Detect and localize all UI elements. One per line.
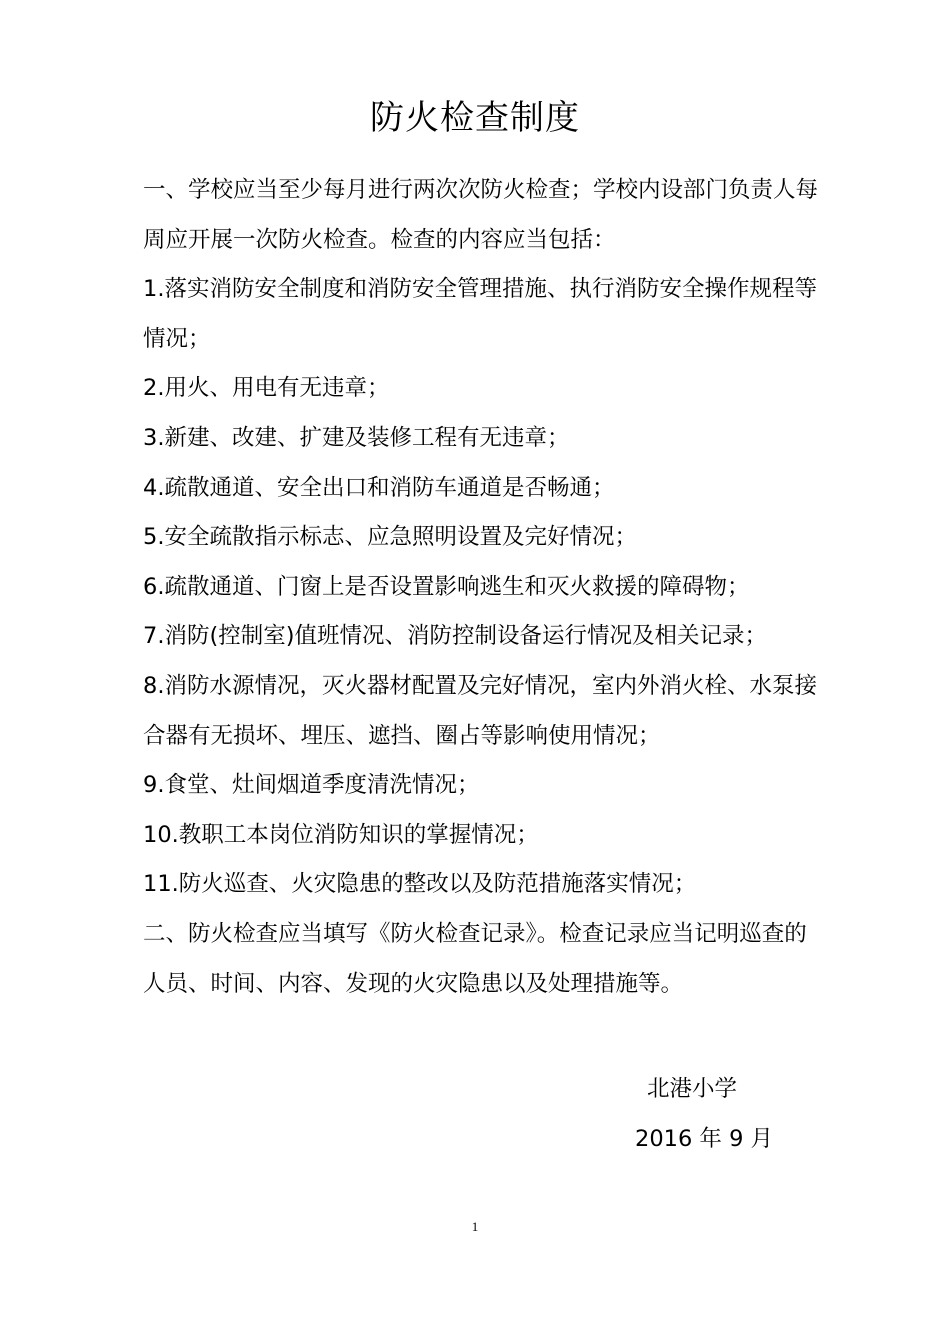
page-number: 1 (471, 1219, 479, 1234)
paragraph-item-10: 10.教职工本岗位消防知识的掌握情况； (143, 821, 539, 848)
document-body (143, 166, 818, 1009)
paragraph-item-11: 11.防火巡查、火灾隐患的整改以及防范措施落实情况； (143, 871, 697, 898)
paragraph-item-6: 6.疏散通道、门窗上是否设置影响逃生和灭火救援的障碍物； (143, 573, 750, 600)
paragraph-item-9: 9.食堂、灶间烟道季度清洗情况； (143, 772, 480, 799)
paragraph-item-4: 4.疏散通道、安全出口和消防车通道是否畅通； (143, 474, 615, 501)
signature-date: 2016 年 9 月 (635, 1126, 774, 1152)
paragraph-intro: 一、学校应当至少每月进行两次次防火检查；学校内设部门负责人每周应开展一次防火检查。检查的内容应当包括： (143, 177, 819, 253)
document-title: 防火检查制度 (370, 98, 580, 138)
paragraph-item-3: 3.新建、改建、扩建及装修工程有无违章； (143, 424, 570, 451)
paragraph-item-5: 5.安全疏散指示标志、应急照明设置及完好情况； (143, 524, 637, 551)
paragraph-item-7: 7.消防(控制室)值班情况、消防控制设备运行情况及相关记录； (143, 623, 768, 650)
paragraph-item-1: 1.落实消防安全制度和消防安全管理措施、执行消防安全操作规程等情况； (143, 276, 817, 352)
paragraph-item-8: 8.消防水源情况，灭火器材配置及完好情况，室内外消火栓、水泵接合器有无损坏、埋压、遮挡、圈占等影响使用情况； (143, 672, 817, 749)
paragraph-record-requirement: 二、防火检查应当填写《防火检查记录》。检查记录应当记明巡查的人员、时间、内容、发现的火灾隐患以及处理措施等。 (143, 920, 807, 997)
signature-organization: 北港小学 (647, 1076, 738, 1102)
paragraph-item-2: 2.用火、用电有无违章； (143, 375, 390, 402)
